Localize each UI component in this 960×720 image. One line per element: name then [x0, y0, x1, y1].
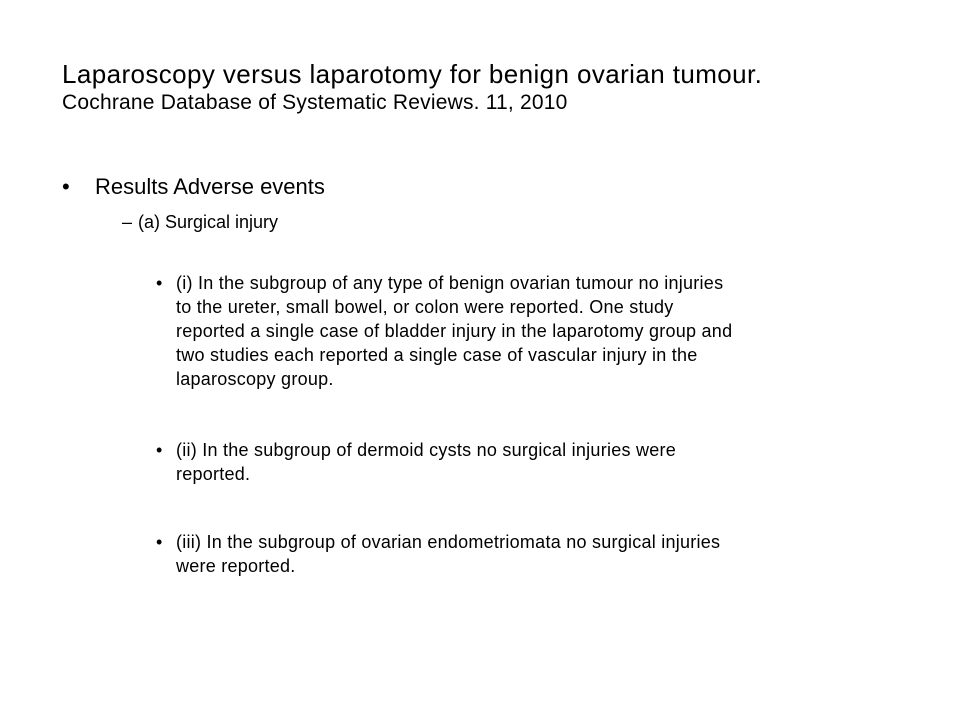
list-item-text — [176, 530, 920, 578]
list-item-text — [176, 438, 920, 486]
results-heading-text: Results Adverse events — [95, 174, 325, 199]
bullet-icon: • — [156, 532, 163, 552]
text-line: (iii) In the subgroup of ovarian endometriomata no surgical injuries — [176, 532, 721, 552]
list-item — [156, 530, 920, 578]
text-line: two studies each reported a single case of vascular injury in the — [176, 345, 698, 365]
text-line: (ii) In the subgroup of dermoid cysts no surgical injuries were — [176, 440, 676, 460]
bullet-icon: • — [156, 440, 163, 460]
text-line: to the ureter, small bowel, or colon were reported. One study — [176, 297, 674, 317]
text-line: (i) In the subgroup of any type of benign ovarian tumour no injuries — [176, 273, 724, 293]
bullet-icon: • — [62, 174, 70, 199]
text-line: laparoscopy group. — [176, 369, 334, 389]
text-line: reported. — [176, 464, 251, 484]
text-line: were reported. — [176, 556, 296, 576]
list-item-text — [176, 271, 920, 391]
title-citation: Cochrane Database of Systematic Reviews. 11, 2010 — [62, 91, 568, 114]
list-item — [156, 271, 920, 391]
text-line: reported a single case of bladder injury in the laparotomy group and — [176, 321, 733, 341]
surgical-injury-text: (a) Surgical injury — [138, 212, 279, 232]
title-main: Laparoscopy versus laparotomy for benign ovarian tumour. — [62, 59, 763, 89]
bullet-icon: • — [156, 273, 163, 293]
dash-icon: – — [122, 212, 133, 232]
slide-title — [62, 58, 922, 116]
list-item — [156, 438, 920, 486]
